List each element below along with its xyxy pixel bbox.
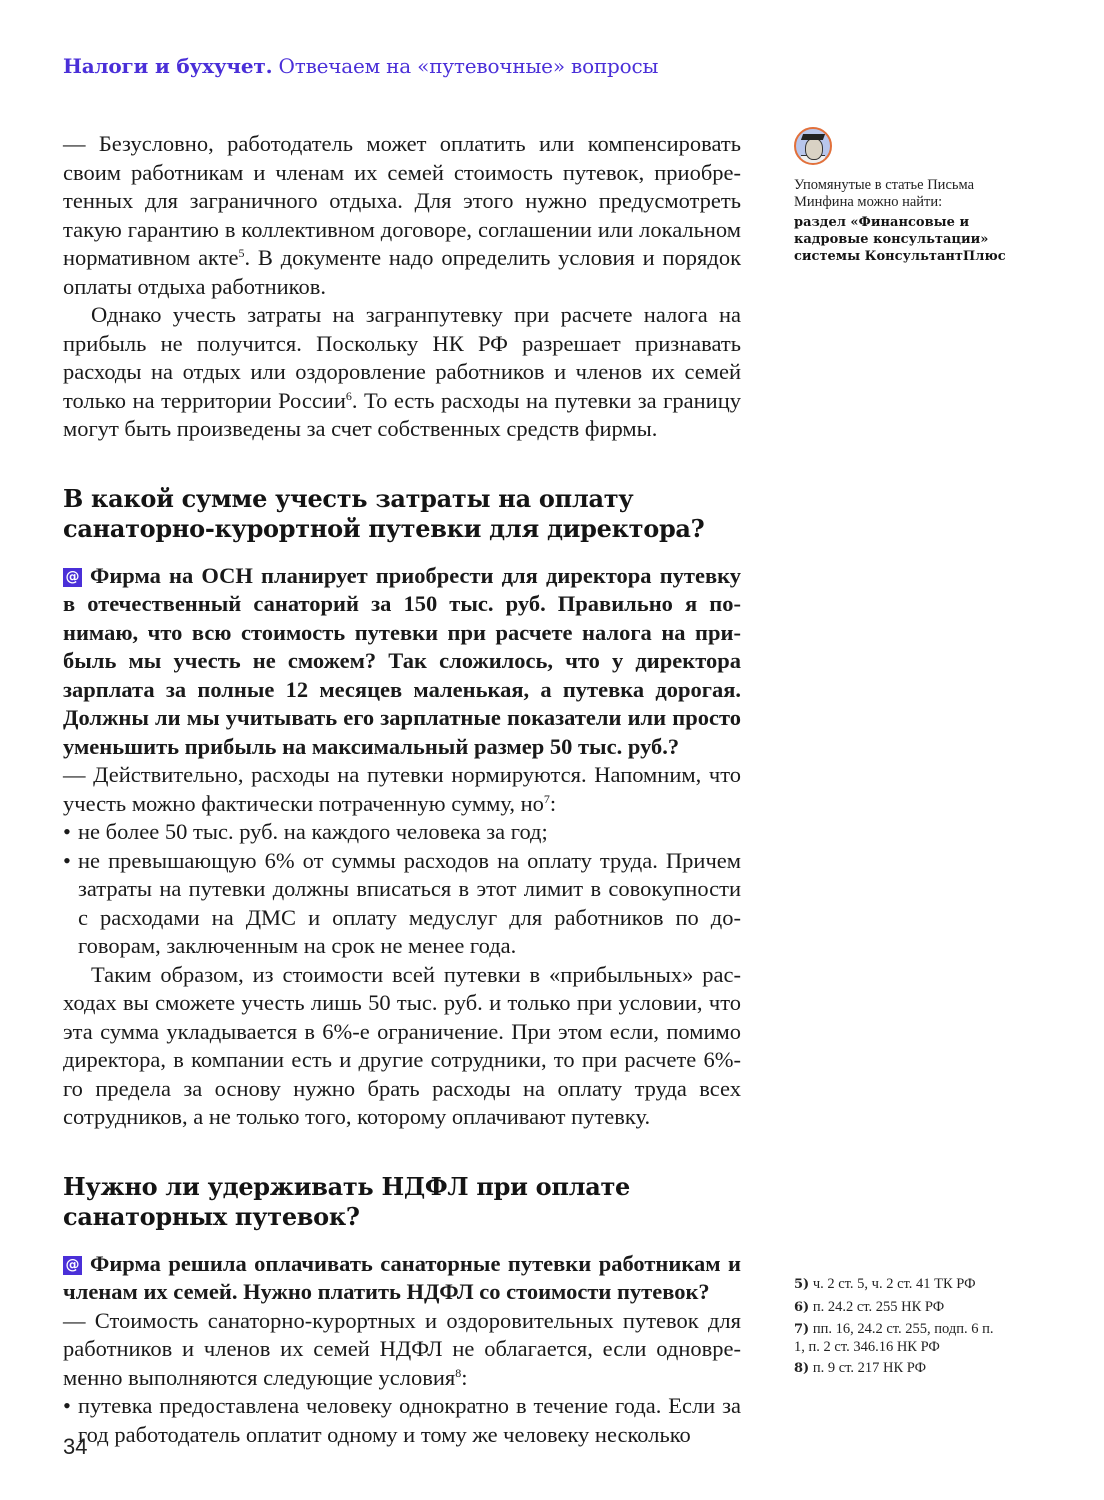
intro-paragraph-2: Однако учесть затраты на загранпутевку при расчете налога на прибыль не получится. Поскольку НК РФ разрешает признавать расходы на отдых или оздоровление работников и членов их семей только на территории России$^6$. То есть расходы на путевки за границу могут быть произведены за счет собственных средств фирмы. — [63, 302, 741, 441]
footnote-ref-8: 8 — [455, 1365, 462, 1380]
sidebar-note-source: раздел «Финансовые и кадровые консультации» системы КонсультантПлюс — [794, 215, 1006, 264]
limits-list — [63, 818, 741, 961]
footnote-6: 6) п. 24.2 ст. 255 НК РФ — [794, 1298, 945, 1315]
footnote-8: 8) п. 9 ст. 217 НК РФ — [794, 1360, 927, 1376]
running-head-section: Налоги и бухучет. — [63, 54, 273, 78]
running-head-title: Отвечаем на «путевочные» вопросы — [278, 54, 659, 78]
main-column — [63, 130, 741, 1449]
list-item: • не более 50 тыс. руб. на каждого человека за год; — [63, 818, 741, 847]
professor-avatar-icon — [794, 127, 832, 165]
question-1: @ Фирма на ОСН планирует приобрести для директора путевку в отечественный санаторий за 150 тыс. руб. Правильно я понимаю, что всю стоимость путевки при расчете налога на прибыль мы учесть не сможем? Так сложилось, что у директора зарплата за полные 12 месяцев маленькая, а путевка дорогая. Должны ли мы учитывать его зарплатные показатели или просто уменьшить прибыль на максимальный размер 50 тыс. руб.? — [63, 562, 741, 759]
section-heading-1: В какой сумме учесть затраты на оплату санаторно-курортной путевки для директора? — [63, 483, 705, 543]
at-question-icon: @ — [63, 568, 82, 587]
conditions-list — [63, 1392, 741, 1449]
footnote-7: 7) пп. 16, 24.2 ст. 255, подп. 6 п. 1, п. 2 ст. 346.16 НК РФ — [794, 1321, 994, 1355]
answer-2: — Стоимость санаторно-курортных и оздоровительных путевок для работников и членов их семей НДФЛ не облагается, если одновременно выполняются следующие условия$^8$: — [63, 1307, 741, 1390]
at-question-icon: @ — [63, 1256, 82, 1275]
footnote-ref-5: 5 — [238, 246, 245, 260]
section-heading-2: Нужно ли удерживать НДФЛ при оплате санаторных путевок? — [63, 1171, 631, 1231]
page-number: 34 — [63, 1434, 88, 1459]
list-item: • не превышающую 6% от суммы расходов на оплату труда. Причем затраты на путевки должны вписаться в этот лимит в совокупности с расходами на ДМС и оплату медуслуг для работников по договорам, заключенным на срок не менее года. — [63, 847, 741, 961]
running-head — [63, 54, 658, 78]
list-item: • путевка предоставлена человеку однократно в течение года. Если за год работодатель оплатит одному и тому же человеку несколько — [63, 1392, 741, 1449]
sidebar-note — [794, 127, 1034, 265]
footnote-ref-7: 7 — [543, 791, 550, 806]
sidebar-note-text: Упомянутые в статье Письма Минфина можно найти: — [794, 177, 975, 210]
footnote-ref-6: 6 — [345, 388, 352, 403]
answer-1: — Действительно, расходы на путевки нормируются. Напомним, что учесть можно фактически потраченную сумму, $но^7$: — [63, 762, 741, 816]
intro-paragraph-1: — Безусловно, работодатель может оплатить или компенсировать своим работникам и членам их семей стоимость путевок, приобретенных для заграничного отдыха. Для этого нужно предусмотреть такую гарантию в коллективном договоре, соглашении или локальном нормативном акте$^5$. В документе надо определить условия и порядок оплаты отдыха работников. — [63, 131, 741, 299]
conclusion-1: Таким образом, из стоимости всей путевки в «прибыльных» расходах вы сможете учесть лишь 50 тыс. руб. и только при условии, что эта сумма укладывается в 6%-е ограничение. При этом если, помимо директора, в компании есть и другие сотрудники, то при расчете 6%-го предела за основу нужно брать расходы на оплату труда всех сотрудников, а не только того, которому оплачивают путевку. — [63, 961, 741, 1129]
footnotes — [794, 1276, 1054, 1383]
question-2: @ Фирма решила оплачивать санаторные путевки работникам и членам их семей. Нужно платить НДФЛ со стоимости путевок? — [63, 1250, 741, 1304]
footnote-5: 5) ч. 2 ст. 5, ч. 2 ст. 41 ТК РФ — [794, 1276, 976, 1292]
